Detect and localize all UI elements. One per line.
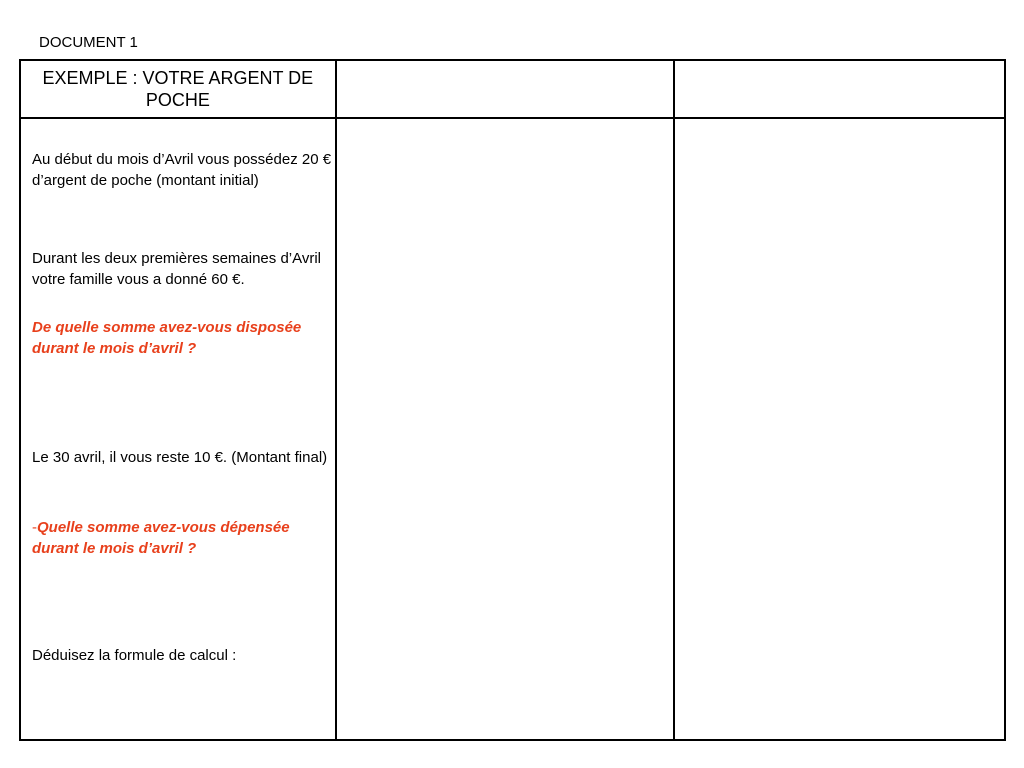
answer-cell-2[interactable] [336,118,675,740]
answer-cell-3[interactable] [674,118,1005,740]
question-dash: - [32,519,37,536]
formula-prompt-text: Déduisez la formule de calcul : [32,647,237,664]
exercise-cell [20,118,336,740]
final-amount-text: Le 30 avril, il vous reste 10 €. (Montant final) [32,449,328,466]
header-cell-empty-2 [336,60,675,118]
document-label: DOCUMENT 1 [39,34,138,51]
family-gift-text: Durant les deux premières semaines d’Avril votre famille vous a donné 60 €. [32,250,322,288]
question-total-available: De quelle somme avez-vous disposée durant le mois d’avril ? [32,319,302,357]
header-cell-empty-3 [674,60,1005,118]
question-spent [32,517,332,559]
table-header-row [20,60,1005,118]
table-body-row [20,118,1005,740]
question-spent-text: Quelle somme avez-vous dépensée durant le mois d’avril ? [32,519,290,557]
worksheet-table [19,59,1006,741]
header-cell-title: EXEMPLE : VOTRE ARGENT DE POCHE [20,60,336,118]
initial-amount-text: Au début du mois d’Avril vous possédez 20 € d’argent de poche (montant initial) [32,151,332,189]
